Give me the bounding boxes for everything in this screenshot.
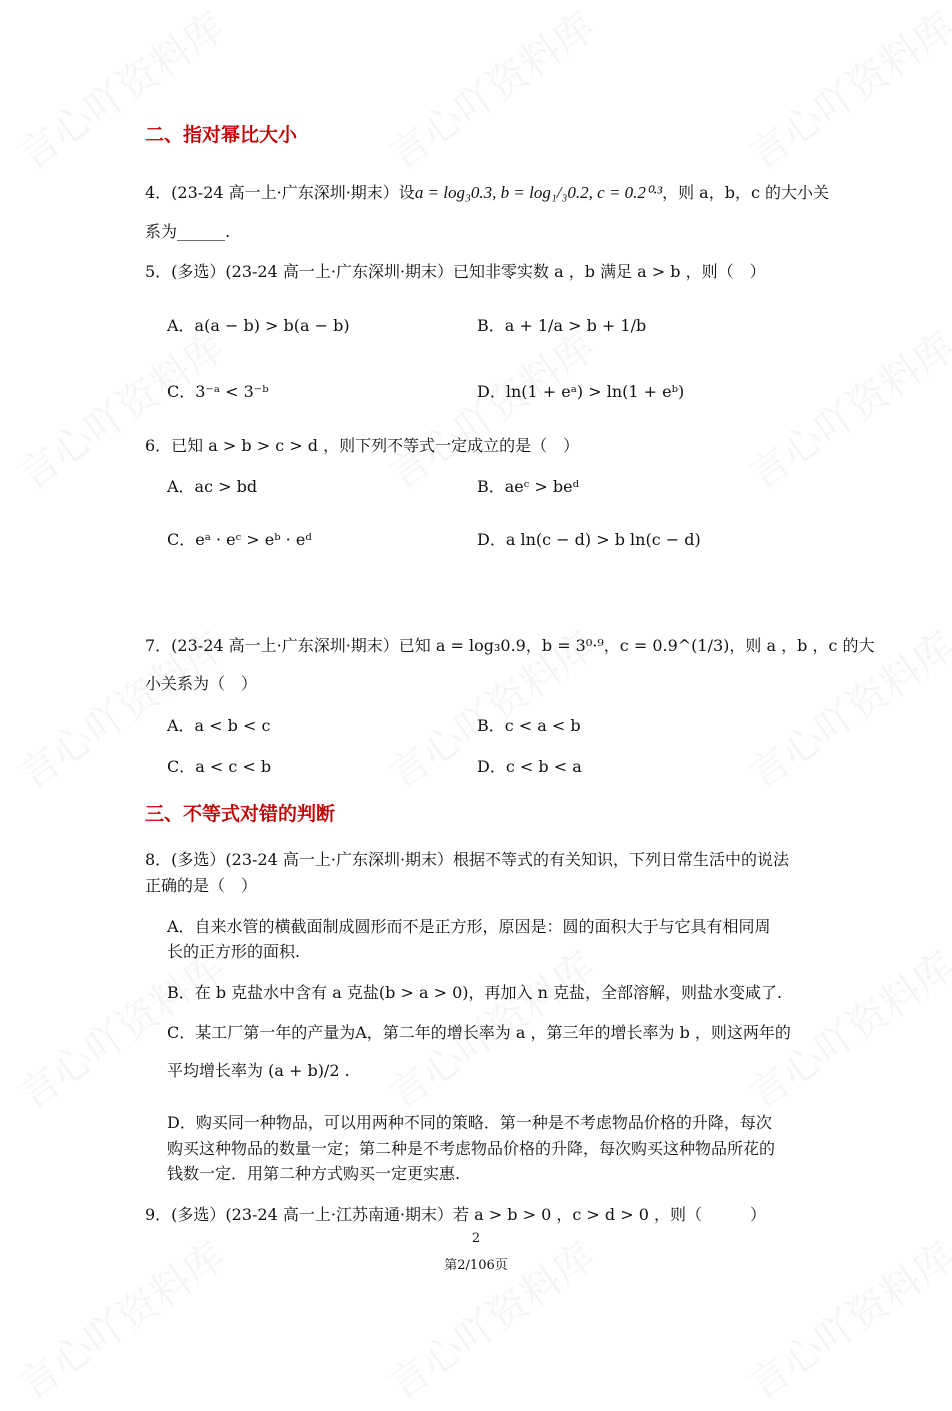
q7-option-b: B．c < a < b [477, 716, 581, 735]
q8-option-c-line1: C．某工厂第一年的产量为A，第二年的增长率为 a ，第三年的增长率为 b ，则这两年的 [167, 1023, 791, 1042]
watermark [5, 316, 234, 500]
q9-stem: 9．(多选）(23-24 高一上·江苏南通·期末）若 a > b > 0 ，c > d > 0 ，则（ ） [145, 1205, 766, 1224]
q8-option-d-line1: D．购买同一种物品，可以用两种不同的策略．第一种是不考虑物品价格的升降，每次 [167, 1113, 772, 1132]
q5-option-d: D．ln(1 + eᵃ) > ln(1 + eᵇ) [477, 382, 685, 401]
q8-option-a-line2: 长的正方形的面积. [167, 942, 301, 961]
q5-stem: 5．(多选）(23-24 高一上·广东深圳·期末）已知非零实数 a ，b 满足 a > b ，则（ ） [145, 262, 766, 281]
q6-stem: 6．已知 a > b > c > d ，则下列不等式一定成立的是（ ） [145, 436, 580, 455]
q4-prefix: 4．(23-24 高一上·广东深圳·期末）设 [145, 183, 415, 202]
q6-option-a: A．ac > bd [167, 477, 258, 496]
q4-suffix: ，则 a，b，c 的大小关 [662, 183, 830, 202]
q8-line1: 8．(多选）(23-24 高一上·广东深圳·期末）根据不等式的有关知识，下列日常生活中的说法 [145, 850, 790, 869]
page-number: 2 [471, 1231, 481, 1246]
section-heading-2: 二、指对幂比大小 [145, 124, 298, 146]
q7-option-c: C．a < c < b [167, 757, 272, 776]
watermark [5, 0, 234, 181]
q8-option-a-line1: A．自来水管的横截面制成圆形而不是正方形，原因是：圆的面积大于与它具有相同周 [167, 917, 771, 936]
q8-line2: 正确的是（ ） [145, 876, 258, 895]
q5-option-a: A．a(a − b) > b(a − b) [167, 316, 350, 335]
q4-math: a = log₃0.3, b = log₁/₃0.2, c = 0.2⁰·³ [414, 183, 663, 202]
q8-option-d-line3: 钱数一定．用第二种方式购买一定更实惠. [167, 1164, 461, 1183]
watermark [375, 0, 604, 181]
q4-line2: 系为______. [145, 222, 231, 241]
q7-option-d: D．c < b < a [477, 757, 582, 776]
q7-line2: 小关系为（ ） [145, 674, 258, 693]
q6-option-d: D．a ln(c − d) > b ln(c − d) [477, 530, 701, 549]
q8-option-d-line2: 购买这种物品的数量一定；第二种是不考虑物品价格的升降，每次购买这种物品所花的 [167, 1139, 776, 1158]
q5-option-c: C．3⁻ᵃ < 3⁻ᵇ [167, 382, 269, 401]
watermark [735, 0, 952, 181]
watermark [375, 316, 604, 500]
question-4 [145, 183, 829, 203]
q8-option-b: B．在 b 克盐水中含有 a 克盐(b > a > 0)，再加入 n 克盐，全部溶解，则盐水变咸了. [167, 983, 783, 1002]
q6-option-c: C．eᵃ · eᶜ > eᵇ · eᵈ [167, 530, 312, 549]
q8-option-c-line2: 平均增长率为 (a + b)/2 . [167, 1061, 350, 1080]
page-of-total: 第2/106页 [444, 1258, 508, 1273]
q7-line1: 7．(23-24 高一上·广东深圳·期末）已知 a = log₃0.9，b = 3⁰·⁹，c = 0.9^(1/3)，则 a ，b ，c 的大 [145, 636, 875, 655]
q5-option-b: B．a + 1/a > b + 1/b [477, 316, 647, 335]
q6-option-b: B．aeᶜ > beᵈ [477, 477, 579, 496]
section-heading-3: 三、不等式对错的判断 [145, 803, 336, 825]
q7-option-a: A．a < b < c [167, 716, 271, 735]
watermark [735, 316, 952, 500]
